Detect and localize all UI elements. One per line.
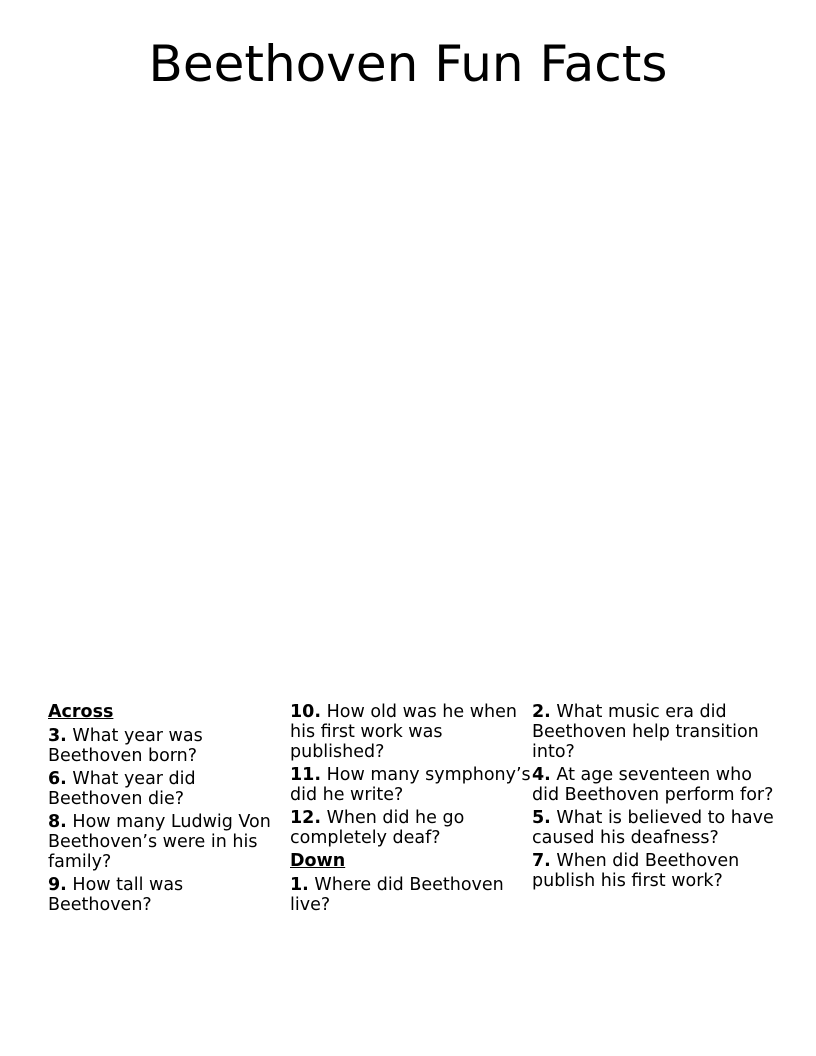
- clue-text: How many symphony’s did he write?: [290, 765, 531, 805]
- clue-down-4: [532, 765, 774, 805]
- clue-text: What is believed to have caused his deafness?: [532, 808, 774, 848]
- across-heading: Across: [48, 702, 114, 722]
- clue-text: When did he go completely deaf?: [290, 808, 465, 848]
- clue-text: When did Beethoven publish his first work?: [532, 851, 740, 891]
- clue-number: 7.: [532, 851, 551, 871]
- clue-text: How tall was Beethoven?: [48, 875, 184, 915]
- clue-text: Where did Beethoven live?: [290, 875, 504, 915]
- clue-number: 1.: [290, 875, 309, 895]
- clue-text: What music era did Beethoven help transition into?: [532, 702, 759, 762]
- clue-number: 3.: [48, 726, 67, 746]
- clue-down-5: [532, 808, 774, 848]
- clue-number: 12.: [290, 808, 322, 828]
- clue-across-8: [48, 812, 290, 872]
- clue-column-3: [532, 702, 774, 918]
- clue-number: 11.: [290, 765, 322, 785]
- clue-across-10: [290, 702, 532, 762]
- clue-column-2: [290, 702, 532, 918]
- clue-text: What year did Beethoven die?: [48, 769, 196, 809]
- clue-across-9: [48, 875, 290, 915]
- clue-text: How old was he when his first work was published?: [290, 702, 517, 762]
- down-heading: Down: [290, 851, 346, 871]
- clue-across-3: [48, 726, 290, 766]
- clue-down-2: [532, 702, 774, 762]
- clue-across-6: [48, 769, 290, 809]
- crossword-grid-area: [48, 110, 768, 690]
- clue-across-11: [290, 765, 532, 805]
- clue-number: 2.: [532, 702, 551, 722]
- clue-list: [48, 702, 788, 918]
- clue-number: 4.: [532, 765, 551, 785]
- clue-number: 5.: [532, 808, 551, 828]
- clue-across-12: [290, 808, 532, 848]
- clue-number: 8.: [48, 812, 67, 832]
- clue-text: At age seventeen who did Beethoven perform for?: [532, 765, 774, 805]
- clue-text: What year was Beethoven born?: [48, 726, 203, 766]
- clue-column-1: [48, 702, 290, 918]
- clue-down-1: [290, 875, 532, 915]
- clue-down-7: [532, 851, 774, 891]
- clue-number: 9.: [48, 875, 67, 895]
- clue-text: How many Ludwig Von Beethoven’s were in his family?: [48, 812, 271, 872]
- page-title: Beethoven Fun Facts: [148, 35, 668, 93]
- clue-number: 6.: [48, 769, 67, 789]
- clue-number: 10.: [290, 702, 322, 722]
